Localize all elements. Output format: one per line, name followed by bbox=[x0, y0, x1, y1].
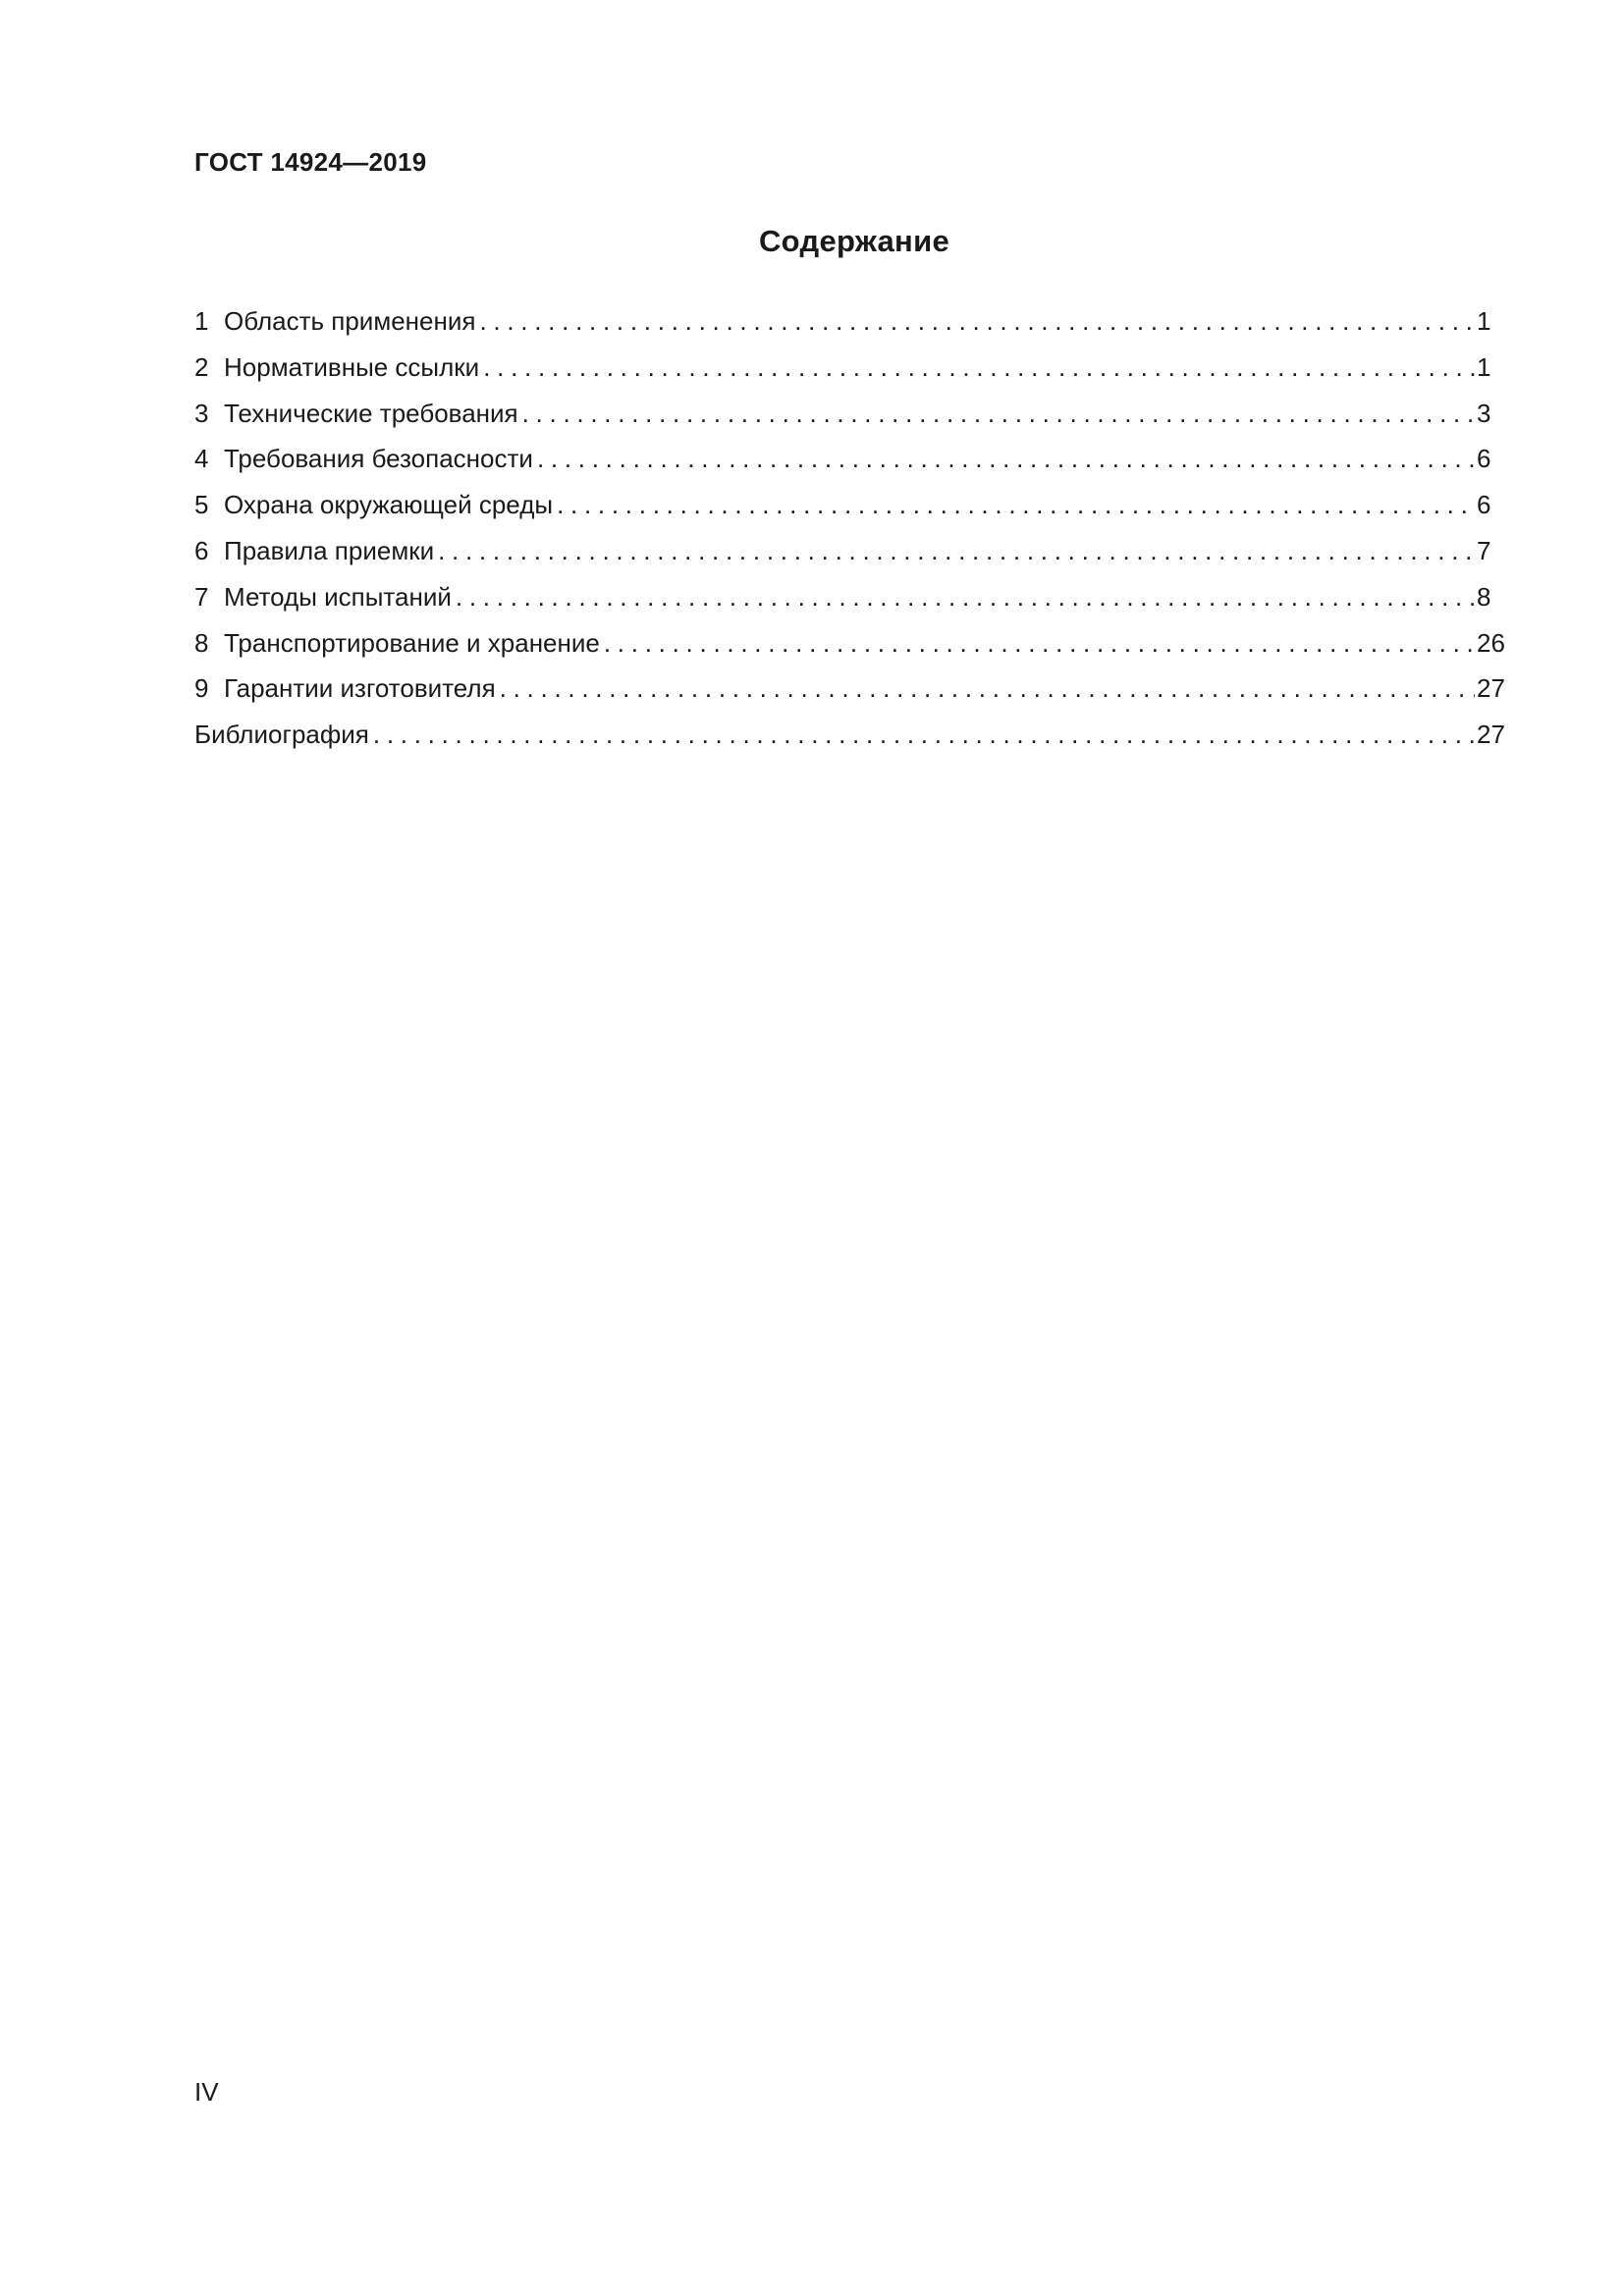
toc-leader-dots bbox=[522, 399, 1475, 429]
toc-entry-page: 6 bbox=[1477, 490, 1491, 520]
toc-entry-safety-requirements[interactable] bbox=[194, 444, 1510, 490]
toc-entry-label: Правила приемки bbox=[224, 535, 435, 565]
toc-entry-scope[interactable] bbox=[194, 306, 1510, 352]
toc-entry-label: Транспортирование и хранение bbox=[224, 627, 600, 658]
toc-entry-page: 27 bbox=[1477, 720, 1505, 750]
toc-entry-number: 2 bbox=[194, 351, 209, 382]
toc-leader-dots bbox=[483, 352, 1475, 383]
toc-entry-normative-references[interactable] bbox=[194, 352, 1510, 399]
toc-entry-page: 26 bbox=[1477, 627, 1505, 658]
toc-entry-label: Требования безопасности bbox=[224, 444, 533, 474]
page-number: IV bbox=[194, 2077, 219, 2107]
table-of-contents bbox=[194, 306, 1510, 766]
toc-entry-page: 1 bbox=[1477, 351, 1491, 382]
toc-entry-technical-requirements[interactable] bbox=[194, 399, 1510, 445]
toc-entry-manufacturer-warranty[interactable] bbox=[194, 673, 1510, 720]
toc-entry-label: Технические требования bbox=[224, 398, 518, 428]
toc-entry-number: 8 bbox=[194, 627, 209, 658]
toc-entry-number: 5 bbox=[194, 490, 209, 520]
toc-entry-page: 3 bbox=[1477, 398, 1491, 428]
toc-entry-number: 1 bbox=[194, 306, 209, 336]
toc-leader-dots bbox=[479, 306, 1475, 337]
toc-entry-label: Область применения bbox=[224, 306, 476, 336]
toc-leader-dots bbox=[557, 490, 1475, 520]
toc-entry-environmental-protection[interactable] bbox=[194, 490, 1510, 536]
toc-entry-label: Библиография bbox=[194, 720, 369, 750]
toc-title: Содержание bbox=[759, 224, 949, 258]
toc-leader-dots bbox=[537, 444, 1475, 474]
toc-leader-dots bbox=[604, 628, 1475, 659]
toc-entry-page: 7 bbox=[1477, 535, 1491, 565]
toc-entry-number: 3 bbox=[194, 398, 209, 428]
toc-entry-number: 9 bbox=[194, 673, 209, 704]
toc-entry-label: Гарантии изготовителя bbox=[224, 673, 496, 704]
toc-entry-number: 4 bbox=[194, 444, 209, 474]
toc-entry-label: Нормативные ссылки bbox=[224, 351, 480, 382]
toc-entry-acceptance-rules[interactable] bbox=[194, 536, 1510, 582]
document-header: ГОСТ 14924—2019 bbox=[194, 147, 427, 177]
toc-entry-page: 8 bbox=[1477, 581, 1491, 612]
toc-entry-test-methods[interactable] bbox=[194, 582, 1510, 628]
toc-entry-number: 7 bbox=[194, 581, 209, 612]
toc-entry-label: Охрана окружающей среды bbox=[224, 490, 554, 520]
toc-leader-dots bbox=[456, 582, 1475, 613]
toc-leader-dots bbox=[438, 536, 1475, 566]
toc-leader-dots bbox=[373, 720, 1475, 750]
toc-entry-transportation-storage[interactable] bbox=[194, 628, 1510, 674]
toc-entry-label: Методы испытаний bbox=[224, 581, 452, 612]
toc-entry-bibliography[interactable] bbox=[194, 720, 1510, 766]
toc-entry-page: 1 bbox=[1477, 306, 1491, 336]
toc-entry-number: 6 bbox=[194, 535, 209, 565]
toc-leader-dots bbox=[500, 673, 1475, 704]
toc-entry-page: 27 bbox=[1477, 673, 1505, 704]
toc-entry-page: 6 bbox=[1477, 444, 1491, 474]
